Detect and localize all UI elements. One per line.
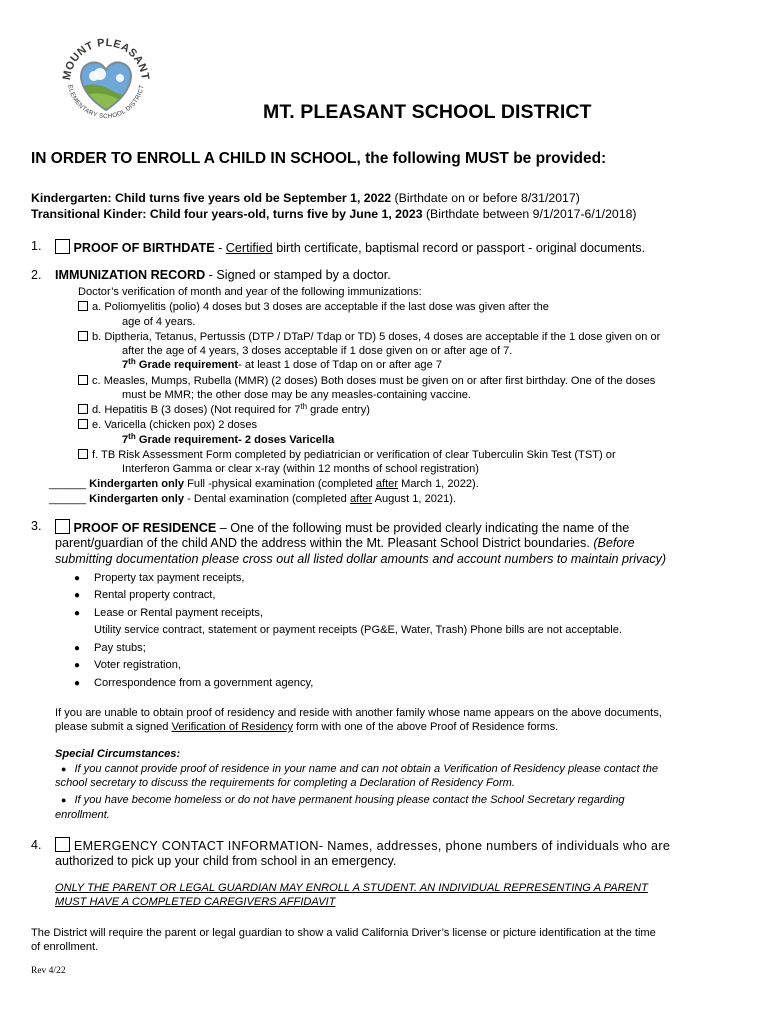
- mmr-line: [78, 374, 655, 389]
- kinder-eligibility-rest: (Birthdate on or before 8/31/2017): [391, 191, 580, 205]
- verification-of-residency-link[interactable]: Verification of Residency: [171, 721, 294, 733]
- kinder-physical-after: after: [375, 478, 399, 490]
- item4-checkbox[interactable]: [55, 837, 70, 852]
- varicella-line: [78, 418, 257, 433]
- special-1a: [55, 762, 658, 777]
- item2-number: 2.: [31, 268, 42, 282]
- item2-bold: IMMUNIZATION RECORD: [55, 268, 206, 282]
- item2-rest: - Signed or stamped by a doctor.: [205, 268, 391, 282]
- tk-eligibility-bold: Transitional Kinder: Child four years-old, turns five by June 1, 2023: [31, 207, 423, 221]
- dtp-text: b. Diptheria, Tetanus, Pertussis (DTP / DTaP/ Tdap or TD) 5 doses, 4 doses are acceptable if the 1 dose given on or: [92, 331, 661, 343]
- page-title: MT. PLEASANT SCHOOL DISTRICT: [263, 101, 592, 123]
- dtp-line-2: after the age of 4 years, 3 doses acceptable if 1 dose given on or after age of 7.: [122, 345, 513, 357]
- varicella-grade-bold: Grade requirement- 2 doses Varicella: [135, 434, 335, 446]
- item1-rest: birth certificate, baptismal record or passport - original documents.: [272, 241, 646, 255]
- residence-option-4: Voter registration,: [94, 659, 181, 671]
- kinder-dental-bold: Kindergarten only: [89, 493, 185, 505]
- kinder-physical-bold: Kindergarten only: [89, 478, 185, 490]
- special-2a: [55, 793, 625, 808]
- residence-option-1: Rental property contract,: [94, 589, 216, 601]
- item1-certified: Certified: [225, 241, 273, 255]
- notice-line1: ONLY THE PARENT OR LEGAL GUARDIAN MAY ENROLL A STUDENT. AN INDIVIDUAL REPRESENTING A PARENT: [55, 882, 648, 894]
- polio-line-2: age of 4 years.: [122, 316, 196, 328]
- bullet-icon: ●: [61, 795, 67, 805]
- notice-line2: MUST HAVE A COMPLETED CAREGIVERS AFFIDAVIT: [55, 896, 336, 908]
- tb-checkbox[interactable]: [78, 449, 88, 459]
- enrollment-heading: IN ORDER TO ENROLL A CHILD IN SCHOOL, the following MUST be provided:: [31, 150, 607, 167]
- dtp-grade-bold: Grade requirement: [135, 359, 239, 371]
- mmr-line-2: must be MMR; the other dose may be any measles-containing vaccine.: [122, 389, 472, 401]
- district-logo: [56, 30, 156, 130]
- item4-line2: authorized to pick up your child from school in an emergency.: [55, 854, 397, 868]
- item3-rest2: parent/guardian of the child AND the address within the Mt. Pleasant School District boundaries.: [55, 536, 594, 550]
- item3-bold: PROOF OF RESIDENCE: [73, 521, 217, 535]
- item1-bold: PROOF OF BIRTHDATE: [73, 241, 215, 255]
- item3-rest1: – One of the following must be provided clearly indicating the name of the: [216, 521, 630, 535]
- item1-number: 1.: [31, 239, 42, 253]
- bullet-icon: ●: [74, 608, 81, 619]
- tb-line: [78, 448, 616, 463]
- mmr-checkbox[interactable]: [78, 375, 88, 385]
- kinder-dental-blank[interactable]: ______: [49, 493, 87, 505]
- dtp-7th-grade: [122, 358, 442, 373]
- item1-line: [55, 239, 645, 256]
- item3-line1: [55, 519, 629, 536]
- residence-option-0: Property tax payment receipts,: [94, 572, 245, 584]
- unable-line2: [55, 720, 558, 735]
- item3-line2: [55, 536, 635, 551]
- bullet-icon: ●: [74, 660, 81, 671]
- hepb-line: [78, 403, 370, 418]
- item3-line3: submitting documentation please cross out all listed dollar amounts and account numbers to maintain privacy): [55, 552, 667, 566]
- kinder-eligibility-bold: Kindergarten: Child turns five years old be September 1, 2022: [31, 191, 392, 205]
- dtp-checkbox[interactable]: [78, 331, 88, 341]
- item4-line1: [55, 837, 670, 854]
- hepb-checkbox[interactable]: [78, 404, 88, 414]
- district-note-2: of enrollment.: [31, 941, 99, 953]
- bullet-icon: ●: [74, 573, 81, 584]
- unable-line1: If you are unable to obtain proof of residency and reside with another family whose name appears on the above documents,: [55, 707, 662, 719]
- kinder-dental-after: after: [349, 493, 373, 505]
- revision-label: Rev 4/22: [31, 966, 66, 976]
- utility-note: Utility service contract, statement or payment receipts (PG&E, Water, Trash) Phone bills are not acceptable.: [94, 624, 622, 636]
- kinder-physical-pre: Full -physical examination (completed: [184, 478, 376, 490]
- tk-eligibility-rest: (Birthdate between 9/1/2017-6/1/2018): [422, 207, 637, 221]
- residence-option-3: Pay stubs;: [94, 642, 146, 654]
- logo-top-text: MOUNT PLEASANT: [60, 36, 152, 81]
- item3-checkbox[interactable]: [55, 519, 70, 534]
- bullet-icon: ●: [74, 643, 81, 654]
- hepb-post: grade entry): [307, 404, 370, 416]
- district-note-1: The District will require the parent or legal guardian to show a valid California Driver’s license or picture identification at the time: [31, 927, 656, 939]
- dtp-grade-rest: - at least 1 dose of Tdap on or after age 7: [238, 359, 443, 371]
- logo-bottom-text: ELEMENTARY SCHOOL DISTRICT: [66, 84, 146, 121]
- item4-text: EMERGENCY CONTACT INFORMATION- Names, addresses, phone numbers of individuals who are: [73, 839, 671, 853]
- hepb-sup: th: [300, 402, 308, 411]
- hepb-pre: d. Hepatitis B (3 doses) (Not required for 7: [92, 404, 301, 416]
- varicella-text: e. Varicella (chicken pox) 2 doses: [92, 419, 258, 431]
- item1-checkbox[interactable]: [55, 239, 70, 254]
- tb-line-2: Interferon Gamma or clear x-ray (within 12 months of school registration): [122, 463, 479, 475]
- polio-checkbox[interactable]: [78, 301, 88, 311]
- kinder-eligibility: [31, 191, 580, 206]
- bullet-icon: ●: [74, 678, 81, 689]
- kinder-dental-post: August 1, 2021).: [372, 493, 457, 505]
- kinder-physical-line: [49, 477, 479, 492]
- immunization-intro: Doctor’s verification of month and year of the following immunizations:: [78, 286, 422, 298]
- special-1b: school secretary to discuss the requirements for completing a Declaration of Residency Form.: [55, 777, 515, 789]
- bullet-icon: ●: [74, 590, 81, 601]
- item3-number: 3.: [31, 519, 42, 533]
- special-circumstances-title: Special Circumstances:: [55, 748, 181, 760]
- varicella-grade-sup: th: [128, 432, 136, 441]
- kinder-dental-pre: - Dental examination (completed: [184, 493, 350, 505]
- special-2b: enrollment.: [55, 809, 110, 821]
- residence-option-5: Correspondence from a government agency,: [94, 677, 314, 689]
- tb-text: f. TB Risk Assessment Form completed by pediatrician or verification of clear Tuberculin Skin Test (TST) or: [92, 449, 616, 461]
- unable-pre: please submit a signed: [55, 721, 172, 733]
- district-seal-icon: [56, 30, 156, 130]
- varicella-checkbox[interactable]: [78, 419, 88, 429]
- varicella-7th-grade: [122, 433, 334, 448]
- bullet-icon: ●: [61, 764, 67, 774]
- polio-line: [78, 300, 549, 315]
- kinder-physical-post: March 1, 2022).: [398, 478, 479, 490]
- item2-line: [55, 268, 391, 283]
- item3-italic2: (Before: [593, 536, 635, 550]
- unable-post: form with one of the above Proof of Residence forms.: [293, 721, 559, 733]
- residence-option-2: Lease or Rental payment receipts,: [94, 607, 263, 619]
- varicella-grade-num: 7: [122, 434, 129, 446]
- item4-number: 4.: [31, 838, 42, 852]
- polio-text: a. Poliomyelitis (polio) 4 doses but 3 doses are acceptable if the last dose was given after the: [92, 301, 549, 313]
- dtp-grade-num: 7: [122, 359, 129, 371]
- kinder-dental-line: [49, 492, 456, 507]
- special-1a-text: If you cannot provide proof of residence in your name and can not obtain a Verification of Residency please contact the: [74, 763, 659, 775]
- item1-dash: -: [214, 241, 226, 255]
- mmr-text: c. Measles, Mumps, Rubella (MMR) (2 doses) Both doses must be given on or after first birthday. One of the doses: [92, 375, 656, 387]
- special-2a-text: If you have become homeless or do not have permanent housing please contact the School Secretary regarding: [74, 794, 625, 806]
- dtp-grade-sup: th: [128, 357, 136, 366]
- dtp-line: [78, 330, 660, 345]
- tk-eligibility: [31, 207, 637, 222]
- kinder-physical-blank[interactable]: ______: [49, 478, 87, 490]
